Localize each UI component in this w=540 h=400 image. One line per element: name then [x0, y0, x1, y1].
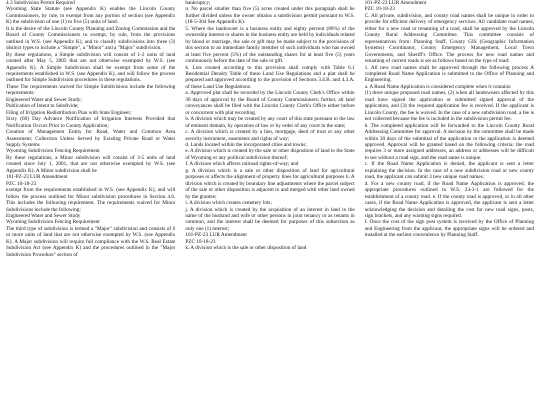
paragraph: These The requirements waived for Simple Subdivisions include the following requirements: [6, 83, 176, 97]
paragraph: 1. All new road names shall be approved through the following process A completed Road Name Application is submitted to the Office of Planning and Engineering. [364, 64, 534, 84]
list-item: Publication of Intent to Subdivide; [6, 103, 79, 110]
paragraph: a. Approved plat shall be recorded by the Lincoln County Clerk's Office within 30 days of approval by the Board of County Commissioners; further, all land conveyances shall be filed with the Lincoln County Clerk's Office either before or concurrent with plat recording. [185, 90, 355, 116]
list-item: a. A Road Name Application is considered complete when it contains: [364, 83, 512, 90]
paragraph: By these regulations, a Simple subdivision will consist of 1-2 units of land created after May 5, 2005 that are not otherwise exempted by W.S. (see Appendix K). A Simple Subdivision shall be exempt from some of the requirements established in W.S. (see Appendix K), and will follow the process outlined for Simple Subdivision procedures in these regulations. [6, 51, 176, 84]
list-item: Wyoming Subdivision Fencing Requirement [6, 219, 100, 226]
list-item: c. A division which is created by a lien, mortgage, deed of trust or any other security instrument, easements and rights of way; [185, 129, 355, 142]
running-header: 101-PZ-23 LUR Amendment [364, 0, 427, 6]
list-item: i. A division which creates cemetery lots; [185, 200, 272, 207]
paragraph: Wyoming State Statute (see Appendix K) enables the Lincoln County Commissioners, by rule, to exempt from any portion of section (see Appendix K) the subdivision of one (1) to five (5) units of land. [6, 6, 176, 26]
list-item: (1) three unique proposed road names, (2) when all landowners affected by this road have signed the application or submitted signed approval of the application, and (3) the required application fee is received. If the applicant is Lincoln County, the fee is waived. In the case of a new subdivision road, a fee is not collected because the fee is included in the subdivision permit fee. [364, 90, 534, 123]
running-header-date: PZC 10-18-23 [185, 238, 216, 245]
column-middle [185, 0, 354, 400]
list-item: k. A division which is the sale or other disposition of land [185, 245, 307, 252]
section-heading: 4.3 Subdivision Permit Required [6, 0, 75, 6]
list-item: Wyoming Subdivision Fencing Requirement [6, 148, 100, 155]
list-item: d. For a new county road, if the Road Name Application is approved, the appropriate procedures outlined in W.S. 24-3-1 are followed for the establishment of a county road. e. If the county road is approved, or in all other cases, if the Road Name Application is approved, the applicant is sent a letter acknowledging the decision and detailing the cost for new road signs, posts, sign brackets, and any warning signs required. [364, 180, 534, 219]
list-item: b. The completed application will be forwarded to the Lincoln County Rural Addressing Committee for approval. A decision by the committee shall be made within 30 days of the submittal of the application or the application is deemed approved. Approval will be granted based on the following criteria: the road requires 3 or more assigned addresses, an address or addresses will be difficult to see without a road sign, and the road name is unique. [364, 122, 534, 161]
paragraph: n. No parcel smaller than five (5) acres created under this paragraph shall be further divided unless the owner obtains a subdivision permit pursuant to W.S. (18-5-304 See Appendix K). [185, 6, 355, 26]
list-item: Filing of Irrigation Redistribution Plan with State Engineer; [6, 109, 132, 116]
column-right [365, 0, 534, 400]
paragraph: k. Lots created according to this provision shall comply with Table 6.1 Residential Density Table of these Land Use Regulations and a plat shall be prepared and approved according to the provision of Sections 3.4.B. and 4.3.A. of these Land Use Regulations. [185, 64, 355, 90]
list-item: e. A division which is created by the sale or other disposition of land to the State of Wyoming or any political subdivision thereof; [185, 148, 355, 161]
list-item: b. A division which may be created by any court of this state pursuant to the law of eminent domain, by operation of law or by order of any court in the state; [185, 116, 355, 129]
column-left [6, 0, 175, 400]
list-item: Engineered Water and Sewer Study [6, 212, 81, 219]
list-item: c. If the Road Name Application is denied, the applicant is sent a letter explaining the decision. In the case of a new subdivision road or new county road, the applicant can submit 3 new unique road names. [364, 161, 534, 181]
list-item: j. A division which is created by the acquisition of an interest in land in the name of the husband and wife or other persons in joint tenancy or as tenants in common, and the interest shall be deemed for purposes of this subsection as only one (1) interest; [185, 206, 355, 232]
list-item: Creation of Management Entity for Road, Water and Common Area Assessment; Collection Unless Served by Existing Private Road or Water Supply Systems [6, 129, 176, 148]
paragraph: It is the desire of the Lincoln County Planning and Zoning Commission and the Board of County Commissioners to exempt, by rule, from the provisions outlined in W.S. (see Appendix K), and to classify subdivisions into three (3) distinct types to include a "Simple", a "Minor" and a "Major" subdivision. [6, 25, 176, 52]
list-item: f. Once the cost of the sign post system is received by the Office of Planning and Engineering from the applicant, the appropriate signs will be ordered and installed at the earliest convenience by Planning Staff. [364, 219, 534, 239]
list-item: g. A division which is a sale or other disposition of land for agricultural purposes or affects the alignment of property lines for agricultural purposes h. A division which is created by boundary line adjustments where the parcel subject of the sale or other disposition is adjacent to and merged with other land owned by the grantee; [185, 167, 355, 200]
list-item: Sixty (60) Day Advance Notification of Irrigation Interests Provided that Notification Occurs Prior to County Application; [6, 116, 176, 129]
list-item: Engineered Water and Sewer Study; [6, 96, 82, 103]
paragraph: C. All private, subdivision, and county road names shall be unique in order to provide for efficient delivery of emergency services. All candidate road names, either for a new road or renaming of a road, shall be approved by the Lincoln County Rural Addressing Committee. This committee consists of representatives from: Planning Staff, County GIS (Geographic Information Systems) Coordinator, County Emergency Management, Local Town Governments, and Sheriff's Office. The process for new road names and renaming of current roads is set as follows based on the type of road: [364, 12, 534, 65]
running-header: 101-PZ-23 LUR Amendment [6, 174, 68, 181]
paragraph: 5. Where the landowner is a business entity and eighty percent (80%) of the ownership interest or shares in the business entity are held by individuals related by blood or marriage, the sale or gift may be made subject to the provisions of this section to an immediate family member of such individuals who has owned at least five percent (5%) of the outstanding shares for at least five (5) years continuously before the date of the sale or gift. [185, 25, 355, 65]
running-header: 101-PZ-23 LUR Amendment [185, 232, 247, 239]
paragraph: exempt from the requirements established in W.S. (see Appendix K), and will follow the process outlined for Minor subdivision procedures in Section 4.6. This includes the following requirement. The requirements waived for Minor Subdivisions include the following: [6, 187, 176, 213]
paragraph: The third type of subdivision is termed a "Major" subdivision and consists of 6 or more units of land that are not otherwise exempted by W.S. (see Appendix K). A Major subdivision will require full compliance with the W.S. Real Estate Subdivision Act (see Appendix K) and the procedures outlined in the "Major Subdivision Procedure" section of [6, 225, 176, 258]
running-header-date: PZC 10-18-23 [364, 6, 395, 13]
list-item: f. A division which affects railroad rights-of-way; and [185, 161, 299, 168]
paragraph: bankruptcy; [185, 0, 211, 6]
list-item: d. Lands located within the incorporated cities and towns; [185, 141, 307, 148]
document-page [6, 0, 534, 400]
running-header-date: PZC 10-18-23 [6, 180, 37, 187]
paragraph: By these regulations, a Minor subdivision will consist of 3-5 units of land created since July 1, 2001, that are not otherwise exempted by W.S. (see Appendix K). A Minor subdivision shall be [6, 154, 176, 174]
